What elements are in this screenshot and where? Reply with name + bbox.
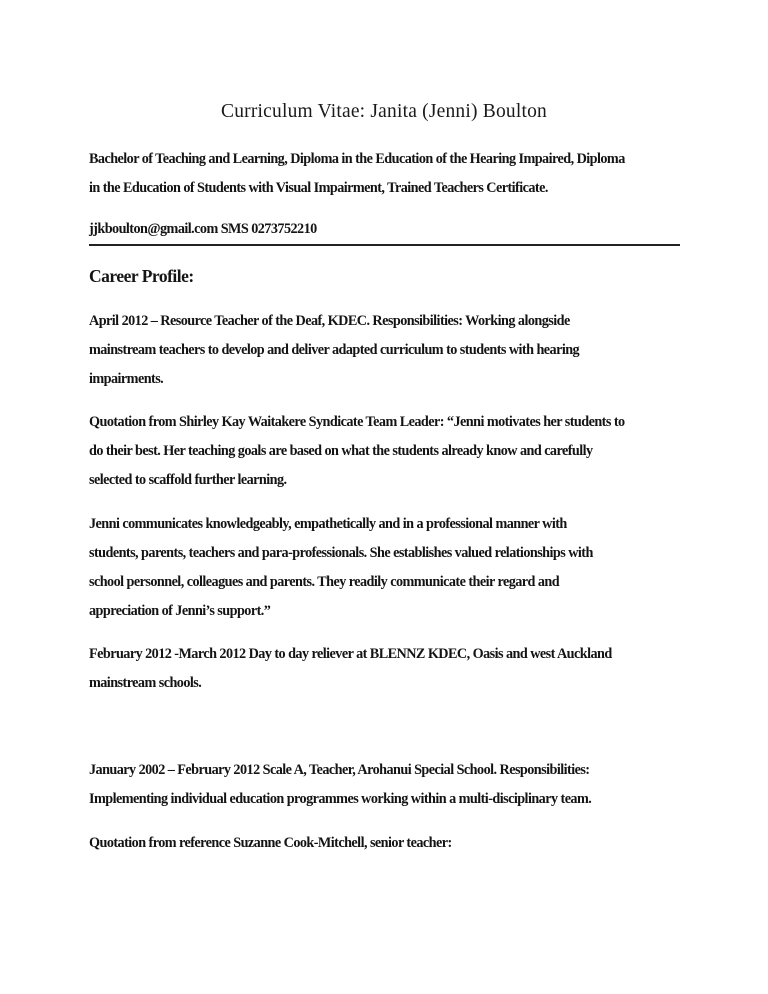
quotation-paragraph (89, 408, 689, 495)
contact-line[interactable] (89, 215, 689, 244)
entry-line: students, parents, teachers and para-professionals. She establishes valued relationships with (89, 545, 593, 561)
qualifications-line: Bachelor of Teaching and Learning, Diploma in the Education of the Hearing Impaired, Diploma (89, 151, 625, 167)
quotation-paragraph (89, 829, 689, 858)
career-entry (89, 307, 689, 394)
entry-line: do their best. Her teaching goals are based on what the students already know and carefully (89, 443, 593, 459)
entry-line: April 2012 – Resource Teacher of the Deaf, KDEC. Responsibilities: Working alongside (89, 313, 570, 329)
entry-line: selected to scaffold further learning. (89, 472, 287, 488)
entry-line: appreciation of Jenni’s support.” (89, 603, 271, 619)
entry-line: Jenni communicates knowledgeably, empathetically and in a professional manner with (89, 516, 567, 532)
career-entry (89, 640, 689, 698)
career-entry (89, 756, 689, 814)
qualifications-paragraph (89, 145, 689, 203)
entry-line: mainstream schools. (89, 675, 202, 691)
section-heading-career-profile: Career Profile: (89, 266, 194, 286)
qualifications-line: in the Education of Students with Visual Impairment, Trained Teachers Certificate. (89, 180, 548, 196)
entry-line: impairments. (89, 371, 164, 387)
document-title: Curriculum Vitae: Janita (Jenni) Boulton (221, 101, 547, 122)
entry-line: Quotation from Shirley Kay Waitakere Syndicate Team Leader: “Jenni motivates her students to (89, 414, 625, 430)
entry-line: Quotation from reference Suzanne Cook-Mitchell, senior teacher: (89, 835, 452, 851)
header-divider (89, 244, 680, 246)
contact-text[interactable]: jjkboulton@gmail.com SMS 0273752210 (89, 221, 317, 237)
entry-line: January 2002 – February 2012 Scale A, Teacher, Arohanui Special School. Responsibilities: (89, 762, 590, 778)
entry-line: February 2012 -March 2012 Day to day reliever at BLENNZ KDEC, Oasis and west Auckland (89, 646, 612, 662)
quotation-paragraph (89, 510, 689, 626)
entry-line: Implementing individual education programmes working within a multi-disciplinary team. (89, 791, 592, 807)
entry-line: school personnel, colleagues and parents. They readily communicate their regard and (89, 574, 560, 590)
entry-line: mainstream teachers to develop and deliver adapted curriculum to students with hearing (89, 342, 580, 358)
